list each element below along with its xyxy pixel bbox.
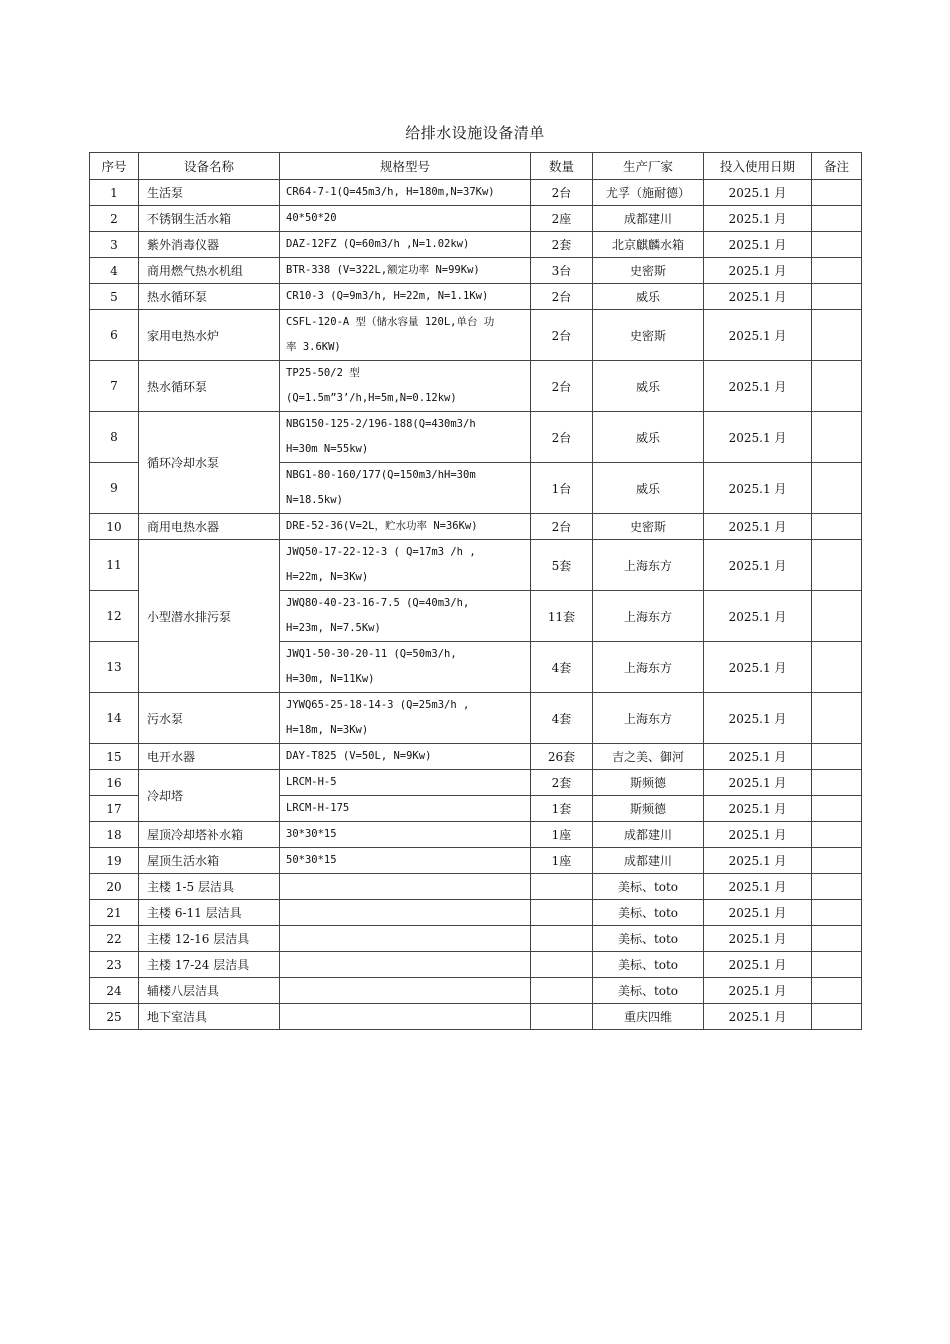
cell-qty [531, 926, 593, 952]
cell-maker: 上海东方 [593, 642, 704, 693]
table-header-row [90, 153, 862, 180]
cell-name: 小型潜水排污泵 [139, 540, 280, 693]
cell-date: 2025.1 月 [704, 206, 812, 232]
cell-note [812, 284, 862, 310]
cell-date: 2025.1 月 [704, 258, 812, 284]
cell-date: 2025.1 月 [704, 978, 812, 1004]
cell-date: 2025.1 月 [704, 412, 812, 463]
cell-date: 2025.1 月 [704, 770, 812, 796]
cell-spec: DAZ-12FZ (Q=60m3/h ,N=1.02kw) [280, 232, 531, 258]
table-row [90, 206, 862, 232]
table-row [90, 310, 862, 361]
cell-no: 23 [90, 952, 139, 978]
cell-date: 2025.1 月 [704, 463, 812, 514]
spec-line: TP25-50/2 型 [286, 367, 360, 379]
cell-qty: 4套 [531, 693, 593, 744]
cell-qty: 1台 [531, 463, 593, 514]
cell-no: 3 [90, 232, 139, 258]
header-name: 设备名称 [139, 153, 280, 180]
table-row [90, 926, 862, 952]
cell-note [812, 1004, 862, 1030]
cell-qty [531, 978, 593, 1004]
cell-note [812, 206, 862, 232]
cell-no: 12 [90, 591, 139, 642]
cell-note [812, 258, 862, 284]
cell-qty: 2套 [531, 232, 593, 258]
cell-qty: 26套 [531, 744, 593, 770]
cell-no: 11 [90, 540, 139, 591]
spec-line: H=30m, N=11Kw) [286, 673, 375, 685]
cell-spec: CR64-7-1(Q=45m3/h, H=180m,N=37Kw) [280, 180, 531, 206]
cell-spec [280, 463, 531, 514]
cell-qty: 2台 [531, 284, 593, 310]
cell-name: 热水循环泵 [139, 361, 280, 412]
table-row [90, 232, 862, 258]
cell-no: 1 [90, 180, 139, 206]
cell-qty: 2座 [531, 206, 593, 232]
header-date: 投入使用日期 [704, 153, 812, 180]
cell-qty: 2台 [531, 514, 593, 540]
cell-spec [280, 1004, 531, 1030]
spec-line: H=18m, N=3Kw) [286, 724, 369, 736]
cell-name: 污水泵 [139, 693, 280, 744]
cell-spec [280, 900, 531, 926]
cell-no: 25 [90, 1004, 139, 1030]
cell-qty: 1座 [531, 822, 593, 848]
cell-note [812, 463, 862, 514]
spec-line: NBG150-125-2/196-188(Q=430m3/h [286, 418, 476, 430]
cell-name: 主楼 1-5 层洁具 [139, 874, 280, 900]
cell-spec: DAY-T825 (V=50L, N=9Kw) [280, 744, 531, 770]
spec-line: (Q=1.5m”3’/h,H=5m,N=0.12kw) [286, 392, 457, 404]
cell-no: 22 [90, 926, 139, 952]
spec-line: N=18.5kw) [286, 494, 343, 506]
spec-line: H=30m N=55kw) [286, 443, 369, 455]
table-row [90, 1004, 862, 1030]
spec-line: 率 3.6KW) [286, 341, 341, 353]
cell-name: 屋顶生活水箱 [139, 848, 280, 874]
cell-qty: 5套 [531, 540, 593, 591]
cell-name: 主楼 12-16 层洁具 [139, 926, 280, 952]
cell-spec [280, 952, 531, 978]
cell-maker: 威乐 [593, 412, 704, 463]
table-row [90, 822, 862, 848]
cell-qty [531, 900, 593, 926]
cell-no: 10 [90, 514, 139, 540]
cell-date: 2025.1 月 [704, 284, 812, 310]
cell-no: 14 [90, 693, 139, 744]
cell-name: 冷却塔 [139, 770, 280, 822]
cell-note [812, 796, 862, 822]
cell-name: 主楼 17-24 层洁具 [139, 952, 280, 978]
cell-spec [280, 642, 531, 693]
cell-note [812, 232, 862, 258]
cell-note [812, 770, 862, 796]
cell-spec: BTR-338 (V=322L,额定功率 N=99Kw) [280, 258, 531, 284]
cell-note [812, 180, 862, 206]
cell-date: 2025.1 月 [704, 361, 812, 412]
table-row [90, 284, 862, 310]
cell-date: 2025.1 月 [704, 1004, 812, 1030]
cell-spec [280, 310, 531, 361]
cell-no: 6 [90, 310, 139, 361]
cell-no: 7 [90, 361, 139, 412]
cell-no: 19 [90, 848, 139, 874]
cell-no: 21 [90, 900, 139, 926]
cell-spec: 40*50*20 [280, 206, 531, 232]
cell-date: 2025.1 月 [704, 310, 812, 361]
cell-date: 2025.1 月 [704, 591, 812, 642]
cell-date: 2025.1 月 [704, 848, 812, 874]
cell-note [812, 540, 862, 591]
spec-line: H=22m, N=3Kw) [286, 571, 369, 583]
spec-line: JWQ50-17-22-12-3 ( Q=17m3 /h , [286, 546, 476, 558]
cell-spec [280, 926, 531, 952]
cell-note [812, 744, 862, 770]
cell-name: 屋顶冷却塔补水箱 [139, 822, 280, 848]
document-title: 给排水设施设备清单 [405, 124, 545, 142]
header-no: 序号 [90, 153, 139, 180]
cell-date: 2025.1 月 [704, 540, 812, 591]
header-qty: 数量 [531, 153, 593, 180]
cell-no: 2 [90, 206, 139, 232]
cell-note [812, 310, 862, 361]
cell-maker: 吉之美、御河 [593, 744, 704, 770]
cell-date: 2025.1 月 [704, 232, 812, 258]
table-row [90, 770, 862, 796]
cell-maker: 斯频德 [593, 796, 704, 822]
cell-no: 24 [90, 978, 139, 1004]
cell-no: 9 [90, 463, 139, 514]
cell-name: 辅楼八层洁具 [139, 978, 280, 1004]
cell-maker: 上海东方 [593, 591, 704, 642]
cell-name: 热水循环泵 [139, 284, 280, 310]
spec-line: NBG1-80-160/177(Q=150m3/hH=30m [286, 469, 476, 481]
spec-line: H=23m, N=7.5Kw) [286, 622, 381, 634]
cell-spec [280, 361, 531, 412]
table-row [90, 412, 862, 463]
spec-line: CSFL-120-A 型（储水容量 120L,单台 功 [286, 316, 495, 328]
cell-no: 13 [90, 642, 139, 693]
cell-spec [280, 693, 531, 744]
cell-maker: 成都建川 [593, 206, 704, 232]
table-row [90, 952, 862, 978]
equipment-table [89, 152, 862, 1030]
cell-no: 16 [90, 770, 139, 796]
cell-spec: CR10-3 (Q=9m3/h, H=22m, N=1.1Kw) [280, 284, 531, 310]
cell-qty: 2台 [531, 412, 593, 463]
cell-note [812, 900, 862, 926]
cell-date: 2025.1 月 [704, 874, 812, 900]
cell-name: 不锈钢生活水箱 [139, 206, 280, 232]
cell-maker: 史密斯 [593, 514, 704, 540]
cell-note [812, 693, 862, 744]
cell-name: 家用电热水炉 [139, 310, 280, 361]
cell-spec [280, 540, 531, 591]
cell-date: 2025.1 月 [704, 642, 812, 693]
cell-maker: 威乐 [593, 463, 704, 514]
cell-spec: LRCM-H-175 [280, 796, 531, 822]
cell-no: 15 [90, 744, 139, 770]
table-row [90, 258, 862, 284]
cell-note [812, 926, 862, 952]
cell-spec: DRE-52-36(V=2L，贮水功率 N=36Kw) [280, 514, 531, 540]
cell-qty [531, 1004, 593, 1030]
cell-name: 循环冷却水泵 [139, 412, 280, 514]
table-row [90, 874, 862, 900]
cell-qty [531, 874, 593, 900]
cell-spec: 50*30*15 [280, 848, 531, 874]
cell-date: 2025.1 月 [704, 514, 812, 540]
cell-note [812, 952, 862, 978]
cell-no: 5 [90, 284, 139, 310]
cell-spec: LRCM-H-5 [280, 770, 531, 796]
cell-note [812, 514, 862, 540]
header-spec: 规格型号 [280, 153, 531, 180]
cell-name: 紫外消毒仪器 [139, 232, 280, 258]
cell-no: 18 [90, 822, 139, 848]
cell-date: 2025.1 月 [704, 900, 812, 926]
cell-qty: 11套 [531, 591, 593, 642]
cell-date: 2025.1 月 [704, 952, 812, 978]
cell-qty: 2台 [531, 180, 593, 206]
table-row [90, 848, 862, 874]
cell-name: 商用燃气热水机组 [139, 258, 280, 284]
table-row [90, 744, 862, 770]
cell-maker: 成都建川 [593, 848, 704, 874]
header-maker: 生产厂家 [593, 153, 704, 180]
spec-line: JWQ80-40-23-16-7.5 (Q=40m3/h, [286, 597, 470, 609]
cell-name: 生活泵 [139, 180, 280, 206]
cell-note [812, 874, 862, 900]
table-row [90, 900, 862, 926]
cell-qty: 2台 [531, 361, 593, 412]
cell-date: 2025.1 月 [704, 926, 812, 952]
cell-name: 主楼 6-11 层洁具 [139, 900, 280, 926]
cell-no: 17 [90, 796, 139, 822]
cell-maker: 上海东方 [593, 540, 704, 591]
cell-maker: 重庆四维 [593, 1004, 704, 1030]
table-row [90, 361, 862, 412]
table-row [90, 540, 862, 591]
cell-date: 2025.1 月 [704, 744, 812, 770]
cell-spec: 30*30*15 [280, 822, 531, 848]
cell-date: 2025.1 月 [704, 822, 812, 848]
cell-maker: 威乐 [593, 361, 704, 412]
cell-note [812, 822, 862, 848]
cell-qty: 2台 [531, 310, 593, 361]
cell-maker: 美标、toto [593, 900, 704, 926]
cell-qty: 3台 [531, 258, 593, 284]
cell-date: 2025.1 月 [704, 180, 812, 206]
cell-qty: 4套 [531, 642, 593, 693]
cell-date: 2025.1 月 [704, 796, 812, 822]
cell-name: 地下室洁具 [139, 1004, 280, 1030]
cell-qty: 1座 [531, 848, 593, 874]
cell-maker: 美标、toto [593, 874, 704, 900]
cell-name: 商用电热水器 [139, 514, 280, 540]
cell-maker: 美标、toto [593, 926, 704, 952]
cell-qty [531, 952, 593, 978]
cell-spec [280, 412, 531, 463]
cell-qty: 1套 [531, 796, 593, 822]
cell-no: 4 [90, 258, 139, 284]
cell-maker: 史密斯 [593, 310, 704, 361]
cell-maker: 史密斯 [593, 258, 704, 284]
cell-spec [280, 978, 531, 1004]
cell-name: 电开水器 [139, 744, 280, 770]
table-row [90, 978, 862, 1004]
cell-note [812, 361, 862, 412]
cell-maker: 上海东方 [593, 693, 704, 744]
cell-date: 2025.1 月 [704, 693, 812, 744]
header-note: 备注 [812, 153, 862, 180]
table-row [90, 693, 862, 744]
cell-maker: 美标、toto [593, 952, 704, 978]
cell-maker: 美标、toto [593, 978, 704, 1004]
cell-no: 8 [90, 412, 139, 463]
cell-qty: 2套 [531, 770, 593, 796]
cell-maker: 威乐 [593, 284, 704, 310]
cell-note [812, 412, 862, 463]
cell-maker: 成都建川 [593, 822, 704, 848]
cell-maker: 斯频德 [593, 770, 704, 796]
cell-note [812, 978, 862, 1004]
cell-note [812, 642, 862, 693]
cell-maker: 尤孚（施耐德） [593, 180, 704, 206]
spec-line: JYWQ65-25-18-14-3 (Q=25m3/h , [286, 699, 470, 711]
table-row [90, 514, 862, 540]
cell-spec [280, 591, 531, 642]
cell-note [812, 848, 862, 874]
cell-note [812, 591, 862, 642]
spec-line: JWQ1-50-30-20-11 (Q=50m3/h, [286, 648, 457, 660]
table-row [90, 180, 862, 206]
cell-no: 20 [90, 874, 139, 900]
cell-maker: 北京麒麟水箱 [593, 232, 704, 258]
cell-spec [280, 874, 531, 900]
